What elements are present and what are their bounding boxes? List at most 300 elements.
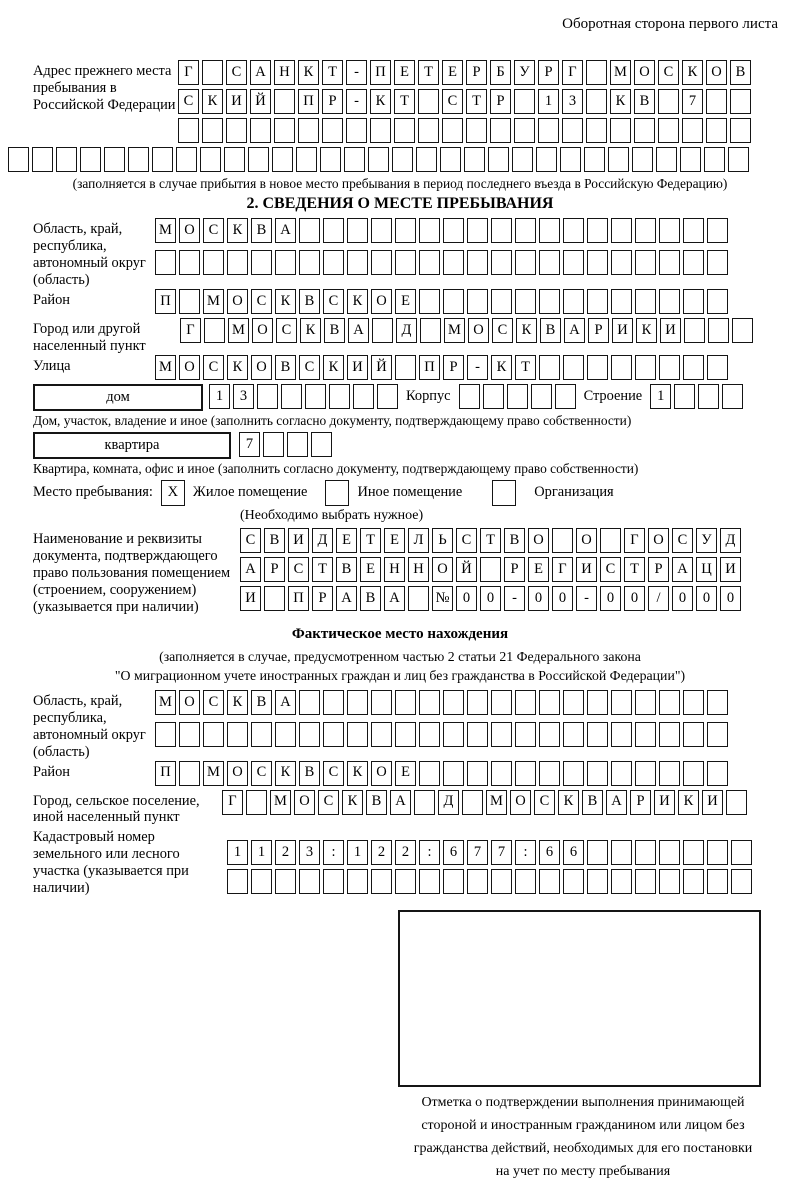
- char-cell[interactable]: [683, 869, 704, 894]
- char-cell[interactable]: [587, 355, 608, 380]
- char-cell[interactable]: 0: [552, 586, 573, 611]
- char-cell[interactable]: [515, 722, 536, 747]
- char-cell[interactable]: Г: [178, 60, 199, 85]
- char-cell[interactable]: [706, 89, 727, 114]
- char-cell[interactable]: С: [299, 355, 320, 380]
- char-cell[interactable]: Т: [466, 89, 487, 114]
- char-cell[interactable]: И: [240, 586, 261, 611]
- char-cell[interactable]: [682, 118, 703, 143]
- char-cell[interactable]: [611, 355, 632, 380]
- char-cell[interactable]: [563, 289, 584, 314]
- stay-type-checkbox-zhiloe[interactable]: X: [161, 480, 185, 506]
- char-cell[interactable]: [635, 840, 656, 865]
- char-cell[interactable]: М: [610, 60, 631, 85]
- char-cell[interactable]: В: [275, 355, 296, 380]
- char-cell[interactable]: [467, 289, 488, 314]
- char-cell[interactable]: 7: [467, 840, 488, 865]
- char-cell[interactable]: [611, 250, 632, 275]
- char-cell[interactable]: [152, 147, 173, 172]
- char-cell[interactable]: Т: [515, 355, 536, 380]
- char-cell[interactable]: Е: [395, 289, 416, 314]
- char-cell[interactable]: [707, 289, 728, 314]
- char-cell[interactable]: [155, 250, 176, 275]
- char-cell[interactable]: -: [346, 60, 367, 85]
- char-cell[interactable]: [611, 722, 632, 747]
- char-cell[interactable]: [467, 690, 488, 715]
- char-cell[interactable]: [491, 218, 512, 243]
- char-cell[interactable]: [483, 384, 504, 409]
- char-cell[interactable]: С: [203, 690, 224, 715]
- char-cell[interactable]: М: [155, 355, 176, 380]
- char-cell[interactable]: [263, 432, 284, 457]
- char-cell[interactable]: [250, 118, 271, 143]
- char-cell[interactable]: К: [300, 318, 321, 343]
- char-cell[interactable]: Л: [408, 528, 429, 553]
- char-cell[interactable]: [658, 89, 679, 114]
- char-cell[interactable]: [515, 761, 536, 786]
- char-cell[interactable]: С: [203, 355, 224, 380]
- char-cell[interactable]: [730, 118, 751, 143]
- char-cell[interactable]: [707, 761, 728, 786]
- char-cell[interactable]: О: [432, 557, 453, 582]
- char-cell[interactable]: [707, 722, 728, 747]
- char-cell[interactable]: С: [658, 60, 679, 85]
- char-cell[interactable]: П: [155, 289, 176, 314]
- char-cell[interactable]: [416, 147, 437, 172]
- char-cell[interactable]: [659, 690, 680, 715]
- char-cell[interactable]: Г: [624, 528, 645, 553]
- char-cell[interactable]: [562, 118, 583, 143]
- char-cell[interactable]: 1: [347, 840, 368, 865]
- char-cell[interactable]: [299, 722, 320, 747]
- char-cell[interactable]: В: [324, 318, 345, 343]
- char-cell[interactable]: В: [360, 586, 381, 611]
- char-cell[interactable]: 6: [443, 840, 464, 865]
- char-cell[interactable]: [563, 722, 584, 747]
- char-cell[interactable]: [611, 869, 632, 894]
- char-cell[interactable]: О: [179, 355, 200, 380]
- char-cell[interactable]: -: [504, 586, 525, 611]
- char-cell[interactable]: [731, 840, 752, 865]
- char-cell[interactable]: [683, 250, 704, 275]
- char-cell[interactable]: С: [178, 89, 199, 114]
- char-cell[interactable]: [708, 318, 729, 343]
- char-cell[interactable]: [467, 761, 488, 786]
- char-cell[interactable]: А: [384, 586, 405, 611]
- char-cell[interactable]: [311, 432, 332, 457]
- char-cell[interactable]: Т: [418, 60, 439, 85]
- char-cell[interactable]: [491, 869, 512, 894]
- char-cell[interactable]: Н: [384, 557, 405, 582]
- char-cell[interactable]: 3: [562, 89, 583, 114]
- char-cell[interactable]: [275, 869, 296, 894]
- char-cell[interactable]: [418, 89, 439, 114]
- char-cell[interactable]: [377, 384, 398, 409]
- char-cell[interactable]: [635, 869, 656, 894]
- char-cell[interactable]: :: [419, 840, 440, 865]
- char-cell[interactable]: С: [288, 557, 309, 582]
- char-cell[interactable]: -: [346, 89, 367, 114]
- char-cell[interactable]: 7: [682, 89, 703, 114]
- char-cell[interactable]: [298, 118, 319, 143]
- char-cell[interactable]: О: [251, 355, 272, 380]
- char-cell[interactable]: 0: [456, 586, 477, 611]
- char-cell[interactable]: [635, 355, 656, 380]
- char-cell[interactable]: [371, 869, 392, 894]
- char-cell[interactable]: [555, 384, 576, 409]
- char-cell[interactable]: Н: [274, 60, 295, 85]
- char-cell[interactable]: [539, 761, 560, 786]
- char-cell[interactable]: [728, 147, 749, 172]
- char-cell[interactable]: Р: [648, 557, 669, 582]
- char-cell[interactable]: П: [288, 586, 309, 611]
- char-cell[interactable]: [281, 384, 302, 409]
- char-cell[interactable]: [674, 384, 695, 409]
- char-cell[interactable]: О: [706, 60, 727, 85]
- char-cell[interactable]: С: [251, 761, 272, 786]
- char-cell[interactable]: М: [155, 218, 176, 243]
- char-cell[interactable]: [274, 118, 295, 143]
- char-cell[interactable]: [394, 118, 415, 143]
- char-cell[interactable]: О: [634, 60, 655, 85]
- char-cell[interactable]: Д: [312, 528, 333, 553]
- char-cell[interactable]: [246, 790, 267, 815]
- char-cell[interactable]: 1: [227, 840, 248, 865]
- char-cell[interactable]: [353, 384, 374, 409]
- char-cell[interactable]: [251, 250, 272, 275]
- char-cell[interactable]: С: [226, 60, 247, 85]
- char-cell[interactable]: А: [240, 557, 261, 582]
- char-cell[interactable]: Т: [394, 89, 415, 114]
- char-cell[interactable]: [635, 761, 656, 786]
- char-cell[interactable]: Е: [395, 761, 416, 786]
- char-cell[interactable]: [347, 250, 368, 275]
- char-cell[interactable]: [684, 318, 705, 343]
- char-cell[interactable]: Е: [394, 60, 415, 85]
- char-cell[interactable]: [563, 690, 584, 715]
- char-cell[interactable]: С: [203, 218, 224, 243]
- char-cell[interactable]: [346, 118, 367, 143]
- char-cell[interactable]: [264, 586, 285, 611]
- char-cell[interactable]: [584, 147, 605, 172]
- char-cell[interactable]: [442, 118, 463, 143]
- char-cell[interactable]: [586, 60, 607, 85]
- char-cell[interactable]: [514, 118, 535, 143]
- char-cell[interactable]: [320, 147, 341, 172]
- char-cell[interactable]: [587, 289, 608, 314]
- char-cell[interactable]: [178, 118, 199, 143]
- char-cell[interactable]: К: [516, 318, 537, 343]
- char-cell[interactable]: [539, 869, 560, 894]
- char-cell[interactable]: [395, 250, 416, 275]
- char-cell[interactable]: И: [612, 318, 633, 343]
- char-cell[interactable]: [683, 722, 704, 747]
- char-cell[interactable]: М: [270, 790, 291, 815]
- stay-type-checkbox-org[interactable]: [492, 480, 516, 506]
- char-cell[interactable]: О: [648, 528, 669, 553]
- char-cell[interactable]: [635, 289, 656, 314]
- char-cell[interactable]: К: [491, 355, 512, 380]
- char-cell[interactable]: У: [696, 528, 717, 553]
- char-cell[interactable]: 7: [491, 840, 512, 865]
- char-cell[interactable]: Д: [438, 790, 459, 815]
- char-cell[interactable]: [586, 89, 607, 114]
- char-cell[interactable]: М: [444, 318, 465, 343]
- char-cell[interactable]: [272, 147, 293, 172]
- char-cell[interactable]: К: [227, 355, 248, 380]
- char-cell[interactable]: [443, 690, 464, 715]
- char-cell[interactable]: [563, 218, 584, 243]
- char-cell[interactable]: [274, 89, 295, 114]
- char-cell[interactable]: [536, 147, 557, 172]
- char-cell[interactable]: С: [318, 790, 339, 815]
- char-cell[interactable]: Р: [490, 89, 511, 114]
- char-cell[interactable]: [659, 869, 680, 894]
- char-cell[interactable]: [179, 761, 200, 786]
- char-cell[interactable]: [323, 869, 344, 894]
- char-cell[interactable]: Т: [322, 60, 343, 85]
- char-cell[interactable]: [32, 147, 53, 172]
- char-cell[interactable]: [491, 761, 512, 786]
- char-cell[interactable]: [515, 218, 536, 243]
- char-cell[interactable]: [299, 250, 320, 275]
- char-cell[interactable]: [587, 690, 608, 715]
- char-cell[interactable]: К: [227, 690, 248, 715]
- char-cell[interactable]: К: [275, 289, 296, 314]
- char-cell[interactable]: [539, 250, 560, 275]
- char-cell[interactable]: [707, 840, 728, 865]
- char-cell[interactable]: [491, 289, 512, 314]
- char-cell[interactable]: [514, 89, 535, 114]
- char-cell[interactable]: 0: [696, 586, 717, 611]
- char-cell[interactable]: [490, 118, 511, 143]
- char-cell[interactable]: [440, 147, 461, 172]
- char-cell[interactable]: [443, 722, 464, 747]
- char-cell[interactable]: [251, 722, 272, 747]
- char-cell[interactable]: [419, 690, 440, 715]
- char-cell[interactable]: [179, 250, 200, 275]
- char-cell[interactable]: 1: [209, 384, 230, 409]
- char-cell[interactable]: [560, 147, 581, 172]
- char-cell[interactable]: [176, 147, 197, 172]
- char-cell[interactable]: 0: [480, 586, 501, 611]
- char-cell[interactable]: С: [600, 557, 621, 582]
- char-cell[interactable]: [563, 869, 584, 894]
- char-cell[interactable]: А: [390, 790, 411, 815]
- char-cell[interactable]: [563, 355, 584, 380]
- char-cell[interactable]: 0: [720, 586, 741, 611]
- char-cell[interactable]: [632, 147, 653, 172]
- char-cell[interactable]: [464, 147, 485, 172]
- char-cell[interactable]: А: [606, 790, 627, 815]
- char-cell[interactable]: И: [720, 557, 741, 582]
- char-cell[interactable]: [299, 218, 320, 243]
- char-cell[interactable]: [587, 722, 608, 747]
- char-cell[interactable]: С: [251, 289, 272, 314]
- char-cell[interactable]: [587, 869, 608, 894]
- char-cell[interactable]: [704, 147, 725, 172]
- char-cell[interactable]: [179, 722, 200, 747]
- char-cell[interactable]: А: [348, 318, 369, 343]
- char-cell[interactable]: [329, 384, 350, 409]
- char-cell[interactable]: [531, 384, 552, 409]
- char-cell[interactable]: [395, 690, 416, 715]
- char-cell[interactable]: [680, 147, 701, 172]
- char-cell[interactable]: [128, 147, 149, 172]
- char-cell[interactable]: О: [227, 289, 248, 314]
- char-cell[interactable]: [611, 289, 632, 314]
- char-cell[interactable]: [491, 690, 512, 715]
- char-cell[interactable]: [726, 790, 747, 815]
- char-cell[interactable]: С: [672, 528, 693, 553]
- char-cell[interactable]: 1: [251, 840, 272, 865]
- char-cell[interactable]: [323, 250, 344, 275]
- char-cell[interactable]: [600, 528, 621, 553]
- char-cell[interactable]: [563, 761, 584, 786]
- char-cell[interactable]: [611, 840, 632, 865]
- char-cell[interactable]: -: [467, 355, 488, 380]
- char-cell[interactable]: [204, 318, 225, 343]
- char-cell[interactable]: [659, 289, 680, 314]
- char-cell[interactable]: [395, 218, 416, 243]
- char-cell[interactable]: [707, 250, 728, 275]
- char-cell[interactable]: [707, 869, 728, 894]
- char-cell[interactable]: И: [226, 89, 247, 114]
- char-cell[interactable]: Р: [588, 318, 609, 343]
- char-cell[interactable]: [659, 722, 680, 747]
- char-cell[interactable]: [730, 89, 751, 114]
- char-cell[interactable]: 2: [275, 840, 296, 865]
- char-cell[interactable]: [344, 147, 365, 172]
- char-cell[interactable]: [420, 318, 441, 343]
- char-cell[interactable]: С: [323, 289, 344, 314]
- char-cell[interactable]: Р: [466, 60, 487, 85]
- char-cell[interactable]: [515, 690, 536, 715]
- char-cell[interactable]: [480, 557, 501, 582]
- char-cell[interactable]: В: [582, 790, 603, 815]
- char-cell[interactable]: [224, 147, 245, 172]
- char-cell[interactable]: У: [514, 60, 535, 85]
- char-cell[interactable]: [635, 690, 656, 715]
- char-cell[interactable]: Г: [562, 60, 583, 85]
- char-cell[interactable]: А: [250, 60, 271, 85]
- char-cell[interactable]: Е: [360, 557, 381, 582]
- char-cell[interactable]: [634, 118, 655, 143]
- char-cell[interactable]: [515, 289, 536, 314]
- char-cell[interactable]: [419, 869, 440, 894]
- char-cell[interactable]: В: [634, 89, 655, 114]
- char-cell[interactable]: :: [323, 840, 344, 865]
- char-cell[interactable]: [370, 118, 391, 143]
- char-cell[interactable]: :: [515, 840, 536, 865]
- char-cell[interactable]: [8, 147, 29, 172]
- char-cell[interactable]: [179, 289, 200, 314]
- char-cell[interactable]: Т: [480, 528, 501, 553]
- char-cell[interactable]: [587, 840, 608, 865]
- char-cell[interactable]: В: [366, 790, 387, 815]
- char-cell[interactable]: [347, 869, 368, 894]
- char-cell[interactable]: О: [179, 690, 200, 715]
- char-cell[interactable]: [371, 690, 392, 715]
- char-cell[interactable]: [683, 289, 704, 314]
- char-cell[interactable]: [296, 147, 317, 172]
- char-cell[interactable]: [287, 432, 308, 457]
- char-cell[interactable]: Р: [322, 89, 343, 114]
- char-cell[interactable]: В: [264, 528, 285, 553]
- char-cell[interactable]: [706, 118, 727, 143]
- char-cell[interactable]: [539, 355, 560, 380]
- char-cell[interactable]: [305, 384, 326, 409]
- char-cell[interactable]: [203, 722, 224, 747]
- char-cell[interactable]: 2: [395, 840, 416, 865]
- char-cell[interactable]: К: [370, 89, 391, 114]
- char-cell[interactable]: Е: [336, 528, 357, 553]
- char-cell[interactable]: [347, 218, 368, 243]
- char-cell[interactable]: [323, 690, 344, 715]
- char-cell[interactable]: [251, 869, 272, 894]
- char-cell[interactable]: И: [654, 790, 675, 815]
- char-cell[interactable]: Е: [528, 557, 549, 582]
- char-cell[interactable]: [443, 289, 464, 314]
- char-cell[interactable]: Т: [312, 557, 333, 582]
- char-cell[interactable]: [611, 218, 632, 243]
- char-cell[interactable]: [395, 355, 416, 380]
- char-cell[interactable]: [539, 289, 560, 314]
- char-cell[interactable]: П: [155, 761, 176, 786]
- char-cell[interactable]: К: [347, 289, 368, 314]
- char-cell[interactable]: 0: [624, 586, 645, 611]
- char-cell[interactable]: [200, 147, 221, 172]
- char-cell[interactable]: 1: [650, 384, 671, 409]
- char-cell[interactable]: 6: [539, 840, 560, 865]
- char-cell[interactable]: [462, 790, 483, 815]
- char-cell[interactable]: [467, 869, 488, 894]
- char-cell[interactable]: [443, 250, 464, 275]
- char-cell[interactable]: К: [227, 218, 248, 243]
- char-cell[interactable]: М: [203, 761, 224, 786]
- char-cell[interactable]: [683, 840, 704, 865]
- char-cell[interactable]: [707, 218, 728, 243]
- char-cell[interactable]: [467, 218, 488, 243]
- char-cell[interactable]: И: [576, 557, 597, 582]
- char-cell[interactable]: Г: [222, 790, 243, 815]
- char-cell[interactable]: [683, 761, 704, 786]
- char-cell[interactable]: [368, 147, 389, 172]
- char-cell[interactable]: [80, 147, 101, 172]
- char-cell[interactable]: [659, 218, 680, 243]
- char-cell[interactable]: [248, 147, 269, 172]
- char-cell[interactable]: О: [294, 790, 315, 815]
- char-cell[interactable]: [299, 690, 320, 715]
- char-cell[interactable]: [707, 690, 728, 715]
- char-cell[interactable]: А: [564, 318, 585, 343]
- char-cell[interactable]: 1: [538, 89, 559, 114]
- char-cell[interactable]: Ц: [696, 557, 717, 582]
- char-cell[interactable]: И: [347, 355, 368, 380]
- char-cell[interactable]: В: [299, 761, 320, 786]
- char-cell[interactable]: К: [342, 790, 363, 815]
- char-cell[interactable]: К: [610, 89, 631, 114]
- char-cell[interactable]: [371, 250, 392, 275]
- char-cell[interactable]: [202, 60, 223, 85]
- char-cell[interactable]: К: [298, 60, 319, 85]
- char-cell[interactable]: [608, 147, 629, 172]
- char-cell[interactable]: 7: [239, 432, 260, 457]
- char-cell[interactable]: [659, 761, 680, 786]
- char-cell[interactable]: [586, 118, 607, 143]
- char-cell[interactable]: [347, 690, 368, 715]
- char-cell[interactable]: [227, 722, 248, 747]
